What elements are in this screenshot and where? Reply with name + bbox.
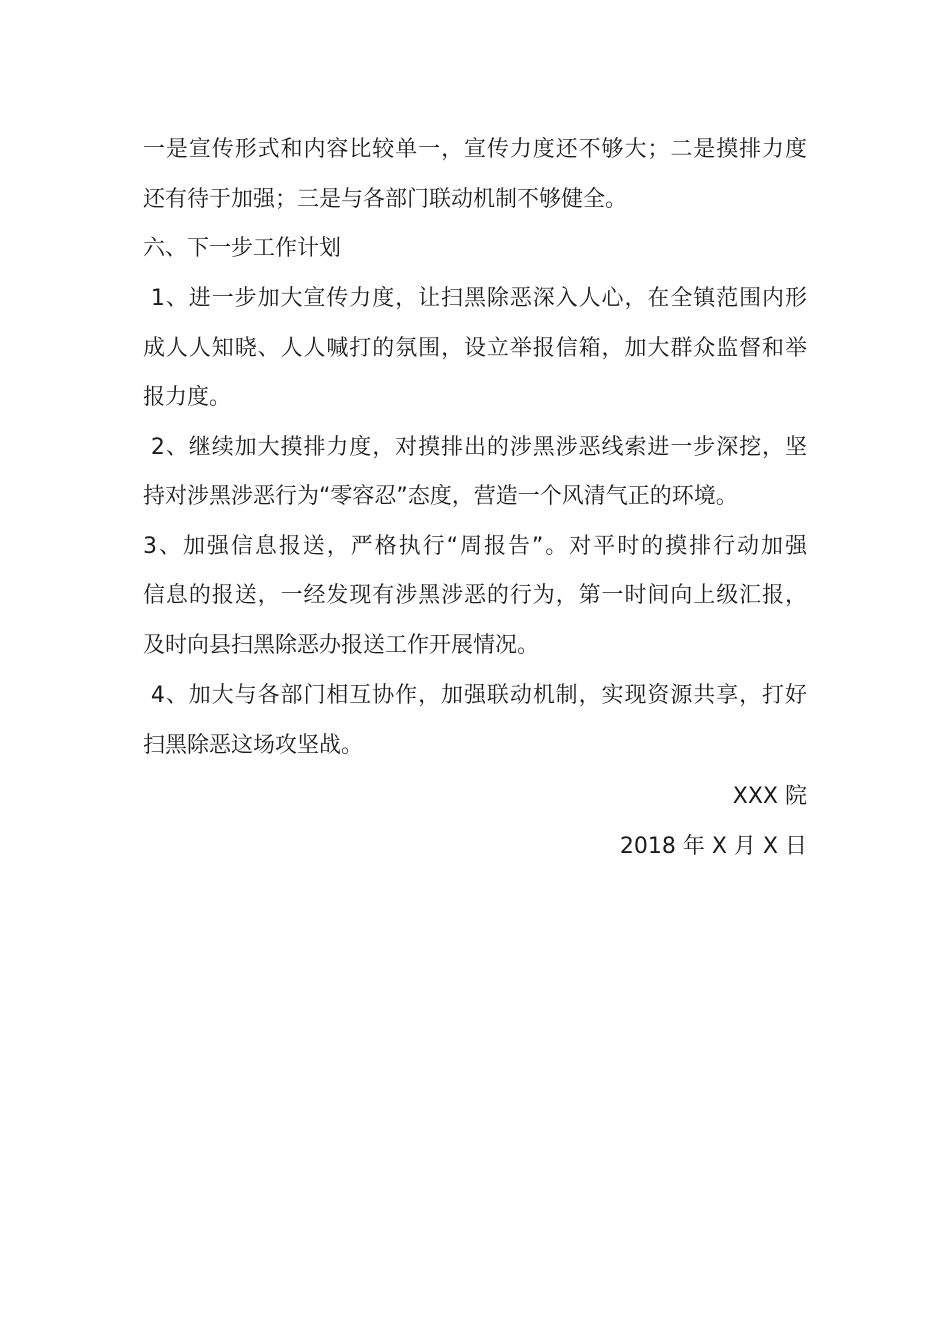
paragraph-line: 信息的报送，一经发现有涉黑涉恶的行为，第一时间向上级汇报， [143,583,807,608]
paragraph-line: 成人人知晓、人人喊打的氛围，设立举报信箱，加大群众监督和举 [143,336,807,361]
paragraph-line: 4、加大与各部门相互协作，加强联动机制，实现资源共享，打好 [143,683,807,708]
paragraph-line: 扫黑除恶这场攻坚战。 [143,733,364,758]
paragraph-line: 及时向县扫黑除恶办报送工作开展情况。 [143,633,540,658]
paragraph-line: 1、进一步加大宣传力度，让扫黑除恶深入人心，在全镇范围内形 [143,286,807,311]
paragraph-line: 3、加强信息报送，严格执行“周报告”。对平时的摸排行动加强 [143,534,807,559]
signature-date: 2018 年 X 月 X 日 [619,834,807,859]
paragraph-line: 持对涉黑涉恶行为“零容忍”态度，营造一个风清气正的环境。 [143,484,738,509]
section-heading: 六、下一步工作计划 [143,236,342,261]
signature-org: XXX 院 [732,784,807,809]
paragraph-line: 一是宣传形式和内容比较单一，宣传力度还不够大；二是摸排力度 [143,137,807,162]
paragraph-line: 报力度。 [143,385,232,410]
paragraph-line: 还有待于加强；三是与各部门联动机制不够健全。 [143,187,628,212]
paragraph-line: 2、继续加大摸排力度，对摸排出的涉黑涉恶线索进一步深挖，坚 [143,435,807,460]
